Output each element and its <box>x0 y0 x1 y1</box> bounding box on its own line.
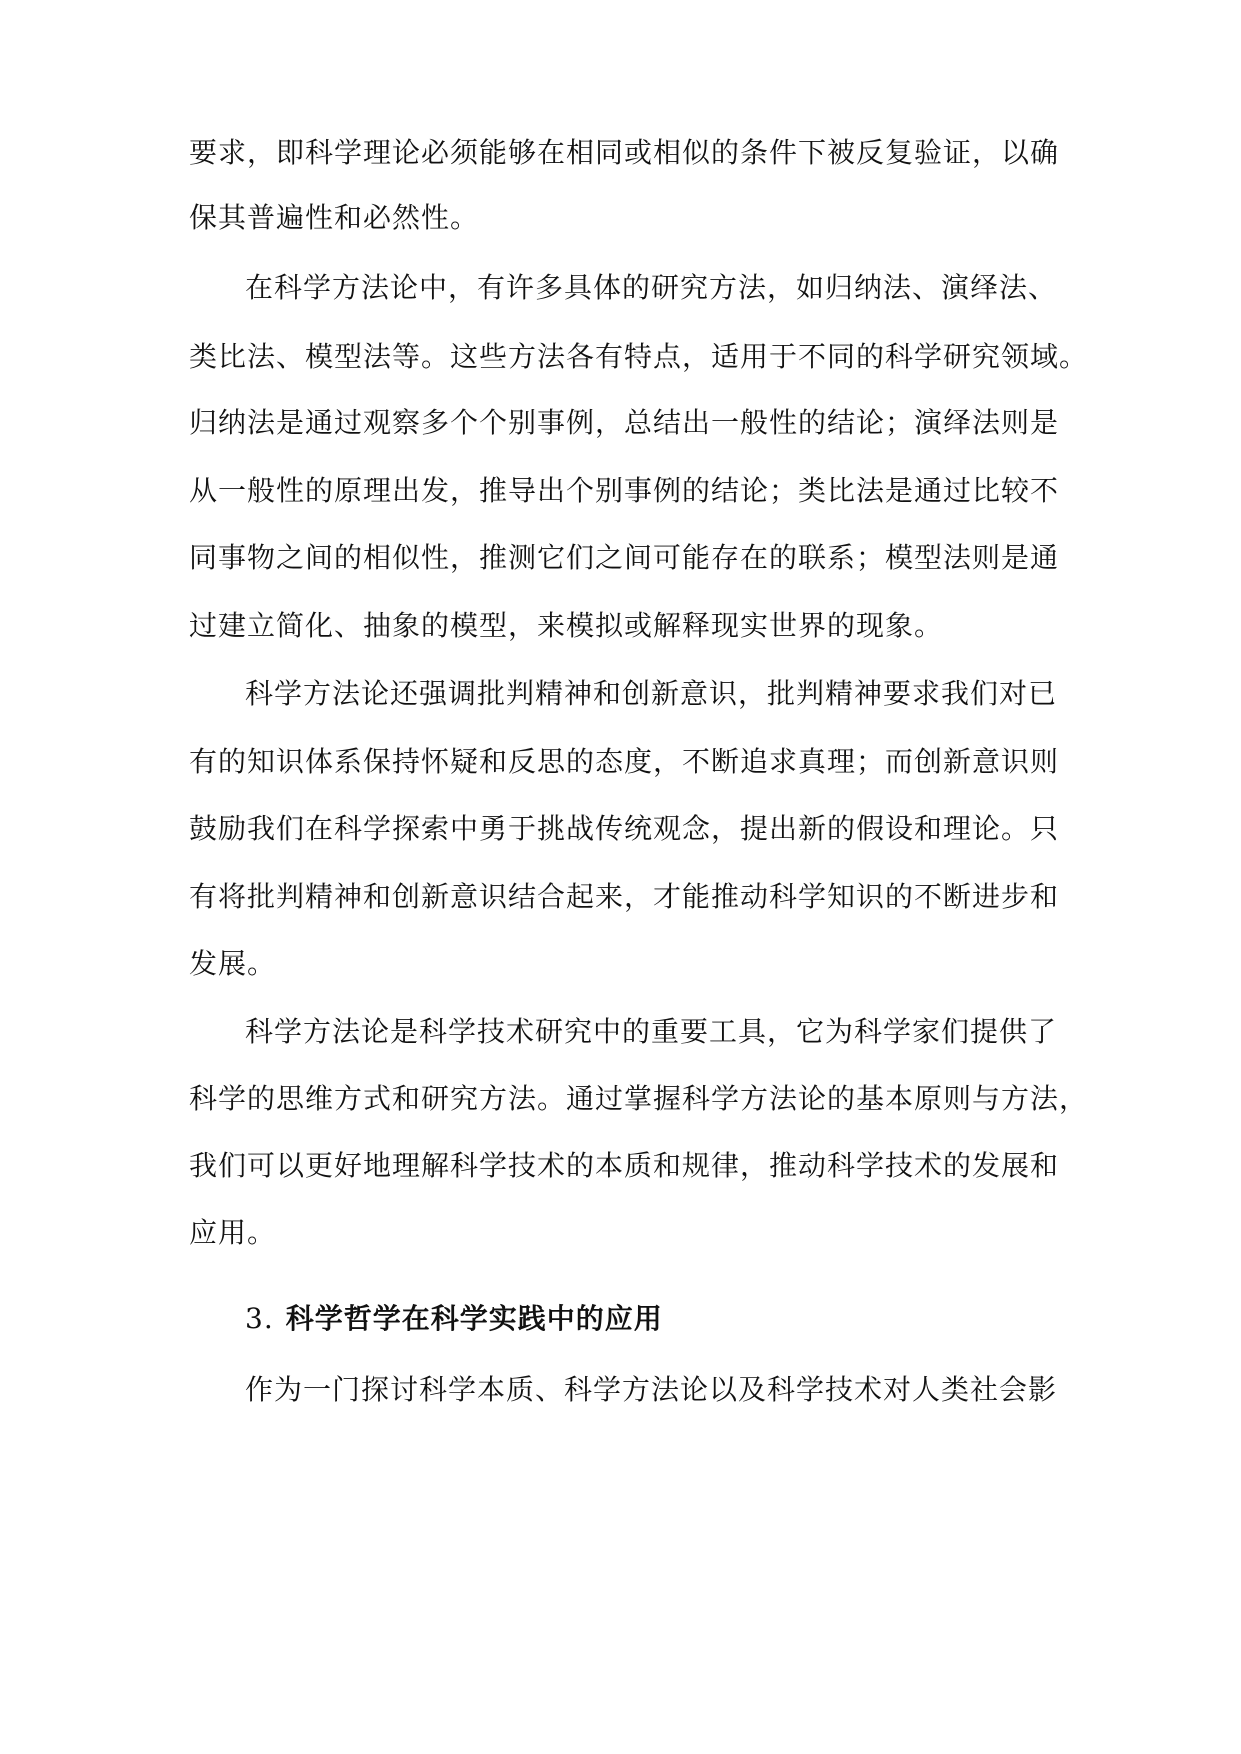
paragraph-2-line-2: 类比法、模型法等。这些方法各有特点，适用于不同的科学研究领域。 <box>189 340 1089 373</box>
paragraph-3-line-5: 发展。 <box>189 947 277 980</box>
paragraph-3-line-4: 有将批判精神和创新意识结合起来，才能推动科学知识的不断进步和 <box>189 880 1060 913</box>
paragraph-1-line-1: 要求，即科学理论必须能够在相同或相似的条件下被反复验证，以确 <box>189 136 1060 169</box>
paragraph-4-line-4: 应用。 <box>189 1216 277 1249</box>
paragraph-3-line-1: 科学方法论还强调批判精神和创新意识，批判精神要求我们对已 <box>245 677 1058 710</box>
paragraph-2-line-5: 同事物之间的相似性，推测它们之间可能存在的联系；模型法则是通 <box>189 541 1060 574</box>
paragraph-4-line-3: 我们可以更好地理解科学技术的本质和规律，推动科学技术的发展和 <box>189 1149 1060 1182</box>
paragraph-2-line-3: 归纳法是通过观察多个个别事例，总结出一般性的结论；演绎法则是 <box>189 406 1060 439</box>
paragraph-2-line-1: 在科学方法论中，有许多具体的研究方法，如归纳法、演绎法、 <box>245 271 1058 304</box>
paragraph-4-line-2: 科学的思维方式和研究方法。通过掌握科学方法论的基本原则与方法， <box>189 1082 1089 1115</box>
section-number: 3. <box>245 1302 274 1335</box>
closing-paragraph-line-1: 作为一门探讨科学本质、科学方法论以及科学技术对人类社会影 <box>245 1373 1058 1406</box>
paragraph-3-line-2: 有的知识体系保持怀疑和反思的态度，不断追求真理；而创新意识则 <box>189 745 1060 778</box>
paragraph-3-line-3: 鼓励我们在科学探索中勇于挑战传统观念，提出新的假设和理论。只 <box>189 812 1060 845</box>
paragraph-2-line-4: 从一般性的原理出发，推导出个别事例的结论；类比法是通过比较不 <box>189 474 1060 507</box>
section-heading <box>245 1299 663 1339</box>
section-title: 科学哲学在科学实践中的应用 <box>285 1302 663 1335</box>
paragraph-1-line-2: 保其普遍性和必然性。 <box>189 201 480 234</box>
paragraph-2-line-6: 过建立简化、抽象的模型，来模拟或解释现实世界的现象。 <box>189 609 944 642</box>
paragraph-4-line-1: 科学方法论是科学技术研究中的重要工具，它为科学家们提供了 <box>245 1015 1058 1048</box>
